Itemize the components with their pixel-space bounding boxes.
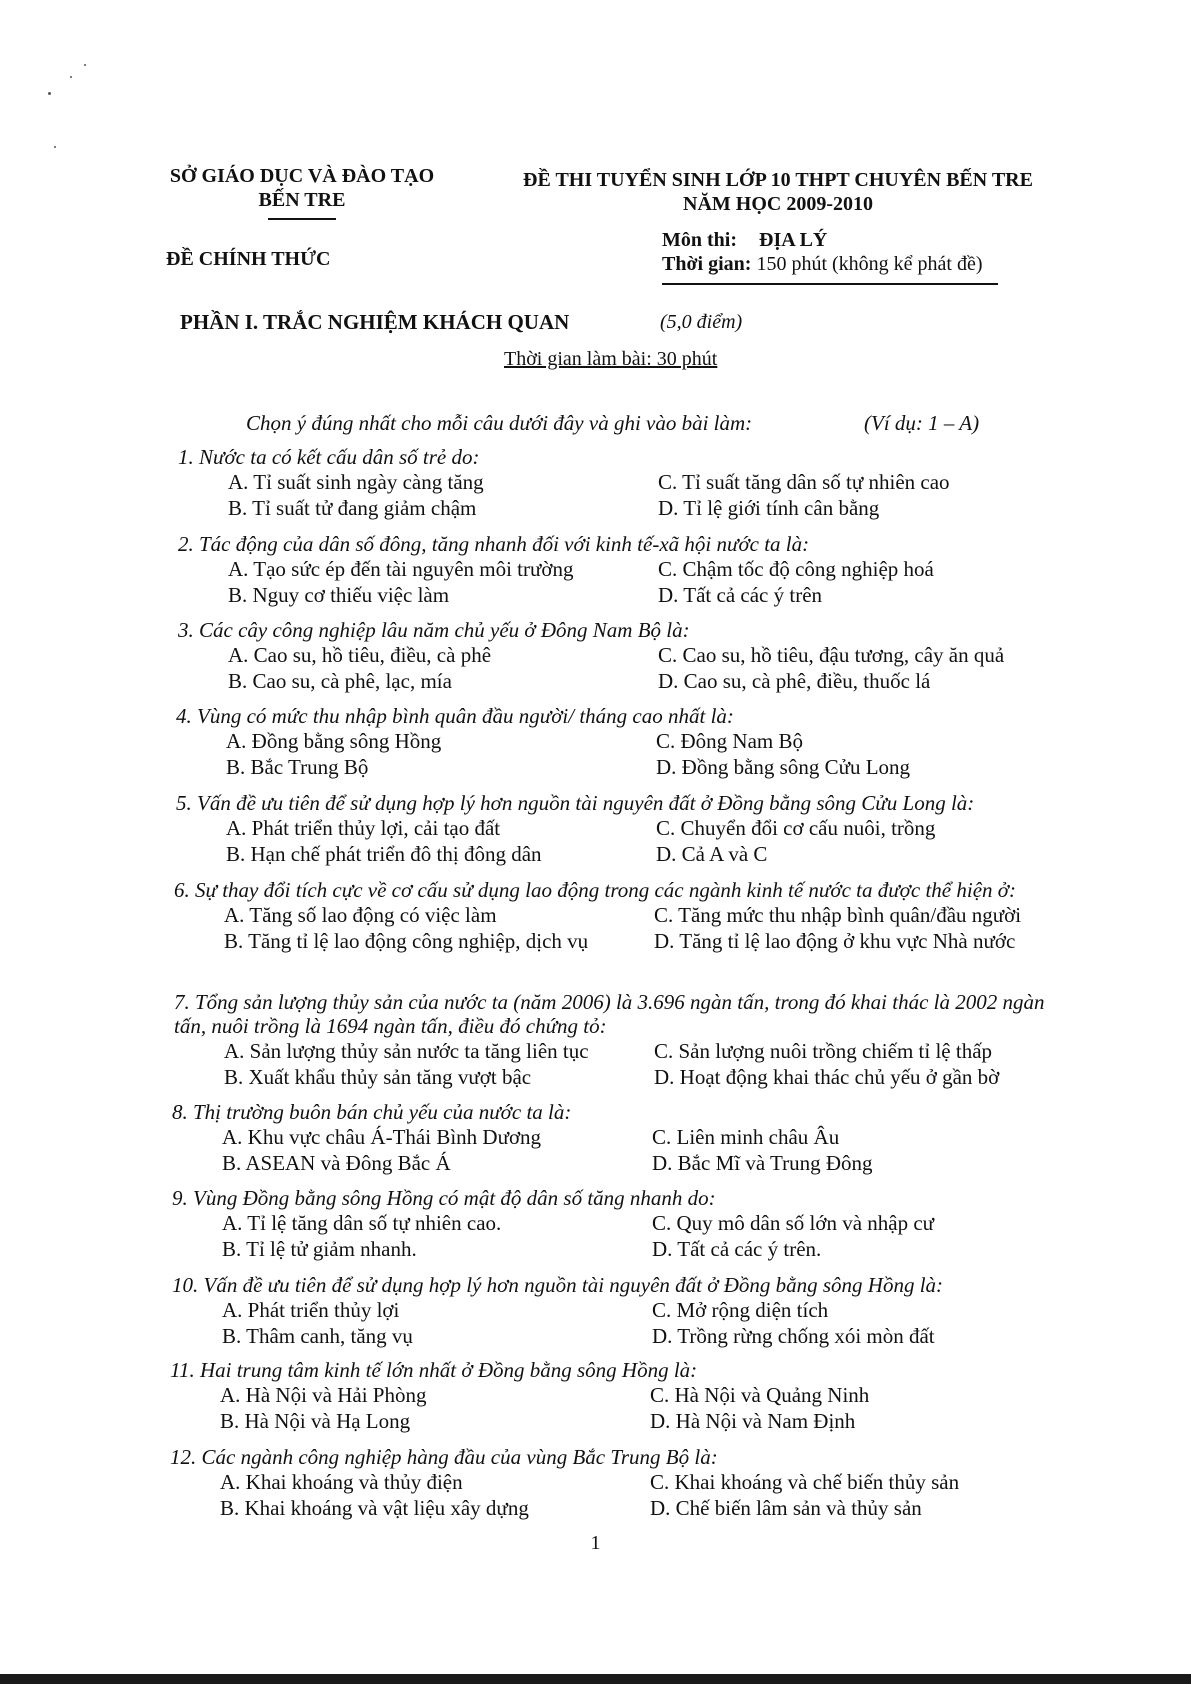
question-1	[178, 445, 1078, 521]
answer-example: (Ví dụ: 1 – A)	[864, 411, 980, 435]
option-c: C. Chuyển đổi cơ cấu nuôi, trồng	[656, 816, 936, 840]
time-value: 150 phút (không kể phát đề)	[756, 253, 983, 275]
org-line-2: BẾN TRE	[258, 189, 346, 211]
question-stem: 9. Vùng Đồng bằng sông Hồng có mật độ dân số tăng nhanh do:	[172, 1186, 716, 1210]
question-11	[170, 1358, 1070, 1434]
option-d: D. Cao su, cà phê, điều, thuốc lá	[658, 669, 931, 693]
time-label: Thời gian:	[662, 253, 752, 275]
option-a: A. Khai khoáng và thủy điện	[220, 1470, 463, 1494]
option-c: C. Khai khoáng và chế biến thủy sản	[650, 1470, 960, 1494]
option-b: B. Khai khoáng và vật liệu xây dựng	[220, 1496, 529, 1520]
option-b: B. Thâm canh, tăng vụ	[222, 1324, 413, 1348]
option-d: D. Hoạt động khai thác chủ yếu ở gần bờ	[654, 1065, 1000, 1089]
instructions: Chọn ý đúng nhất cho mỗi câu dưới đây và ghi vào bài làm:	[246, 411, 753, 435]
option-a: A. Hà Nội và Hải Phòng	[220, 1383, 427, 1407]
option-b: B. Tăng tỉ lệ lao động công nghiệp, dịch vụ	[224, 929, 589, 953]
issuing-department	[152, 164, 452, 220]
option-d: D. Chế biến lâm sản và thủy sản	[650, 1496, 922, 1520]
exam-title	[508, 168, 1048, 216]
option-b: B. Bắc Trung Bộ	[226, 755, 369, 779]
exam-divider	[662, 283, 998, 285]
option-d: D. Tất cả các ý trên	[658, 583, 823, 607]
question-stem: 12. Các ngành công nghiệp hàng đầu của vùng Bắc Trung Bộ là:	[170, 1445, 718, 1469]
scan-edge-band	[0, 1674, 1191, 1684]
option-a: A. Tăng số lao động có việc làm	[224, 903, 497, 927]
option-a: A. Phát triển thủy lợi, cải tạo đất	[226, 816, 501, 840]
option-b: B. Nguy cơ thiếu việc làm	[228, 583, 450, 607]
exam-title-line-2: NĂM HỌC 2009-2010	[683, 193, 873, 215]
option-c: C. Tăng mức thu nhập bình quân/đầu người	[654, 903, 1022, 927]
option-d: D. Trồng rừng chống xói mòn đất	[652, 1324, 935, 1348]
question-stem: 4. Vùng có mức thu nhập bình quân đầu người/ tháng cao nhất là:	[176, 704, 734, 728]
question-stem: 2. Tác động của dân số đông, tăng nhanh đối với kinh tế-xã hội nước ta là:	[178, 532, 810, 556]
question-3	[178, 618, 1078, 694]
question-10	[172, 1273, 1072, 1349]
option-c: C. Chậm tốc độ công nghiệp hoá	[658, 557, 934, 581]
option-b: B. Tỉ lệ tử giảm nhanh.	[222, 1237, 417, 1261]
option-b: B. Hạn chế phát triển đô thị đông dân	[226, 842, 542, 866]
option-d: D. Bắc Mĩ và Trung Đông	[652, 1151, 873, 1175]
question-stem: 11. Hai trung tâm kinh tế lớn nhất ở Đồng bằng sông Hồng là:	[170, 1358, 698, 1382]
option-a: A. Khu vực châu Á-Thái Bình Dương	[222, 1125, 542, 1149]
question-stem: 7. Tổng sản lượng thủy sản của nước ta (năm 2006) là 3.696 ngàn tấn, trong đó khai thác là 2002 ngàn tấn, nuôi trồng là 1694 ngàn tấn, điều đó chứng tỏ:	[174, 990, 1045, 1038]
option-a: A. Tạo sức ép đến tài nguyên môi trường	[228, 557, 574, 581]
question-stem: 1. Nước ta có kết cấu dân số trẻ do:	[178, 445, 480, 469]
question-9	[172, 1186, 1072, 1262]
option-a: A. Cao su, hồ tiêu, điều, cà phê	[228, 643, 492, 667]
option-d: D. Đồng bằng sông Cửu Long	[656, 755, 911, 779]
question-stem: 3. Các cây công nghiệp lâu năm chủ yếu ở Đông Nam Bộ là:	[178, 618, 690, 642]
question-7	[174, 990, 1070, 1090]
question-8	[172, 1100, 1072, 1176]
question-4	[176, 704, 1076, 780]
option-d: D. Hà Nội và Nam Định	[650, 1409, 856, 1433]
option-c: C. Mở rộng diện tích	[652, 1298, 829, 1322]
option-a: A. Tỉ lệ tăng dân số tự nhiên cao.	[222, 1211, 502, 1235]
exam-title-line-1: ĐỀ THI TUYỂN SINH LỚP 10 THPT CHUYÊN BẾN TRE	[523, 169, 1033, 191]
subject-label: Môn thi:	[662, 229, 737, 251]
option-d: D. Tất cả các ý trên.	[652, 1237, 822, 1261]
option-a: A. Phát triển thủy lợi	[222, 1298, 400, 1322]
subject-value: ĐỊA LÝ	[759, 229, 828, 251]
option-a: A. Đồng bằng sông Hồng	[226, 729, 442, 753]
question-2	[178, 532, 1078, 608]
option-b: B. Xuất khẩu thủy sản tăng vượt bậc	[224, 1065, 532, 1089]
org-line-1: SỞ GIÁO DỤC VÀ ĐÀO TẠO	[169, 165, 435, 187]
org-divider	[268, 218, 336, 220]
option-a: A. Sản lượng thủy sản nước ta tăng liên tục	[224, 1039, 589, 1063]
option-b: B. ASEAN và Đông Bắc Á	[222, 1151, 451, 1175]
option-d: D. Tăng tỉ lệ lao động ở khu vực Nhà nước	[654, 929, 1016, 953]
question-stem: 10. Vấn đề ưu tiên để sử dụng hợp lý hơn nguồn tài nguyên đất ở Đồng bằng sông Hồng là:	[172, 1273, 944, 1297]
option-c: C. Sản lượng nuôi trồng chiếm tỉ lệ thấp	[654, 1039, 993, 1063]
option-d: D. Cả A và C	[656, 842, 768, 866]
subject-info	[662, 228, 983, 276]
option-b: B. Tỉ suất tử đang giảm chậm	[228, 496, 477, 520]
question-12	[170, 1445, 1070, 1521]
option-d: D. Tỉ lệ giới tính cân bằng	[658, 496, 880, 520]
option-c: C. Liên minh châu Âu	[652, 1125, 840, 1149]
official-label: ĐỀ CHÍNH THỨC	[166, 248, 331, 270]
question-6	[174, 878, 1070, 954]
option-c: C. Hà Nội và Quảng Ninh	[650, 1383, 870, 1407]
option-c: C. Quy mô dân số lớn và nhập cư	[652, 1211, 935, 1235]
question-stem: 8. Thị trường buôn bán chủ yếu của nước ta là:	[172, 1100, 572, 1124]
question-5	[176, 791, 1076, 867]
work-time: Thời gian làm bài: 30 phút	[504, 348, 718, 370]
question-stem: 6. Sự thay đổi tích cực về cơ cấu sử dụng lao động trong các ngành kinh tế nước ta được thể hiện ở:	[174, 878, 1016, 902]
option-a: A. Tỉ suất sinh ngày càng tăng	[228, 470, 484, 494]
question-stem: 5. Vấn đề ưu tiên để sử dụng hợp lý hơn nguồn tài nguyên đất ở Đồng bằng sông Cửu Long là:	[176, 791, 975, 815]
option-c: C. Cao su, hồ tiêu, đậu tương, cây ăn quả	[658, 643, 1005, 667]
page-number: 1	[590, 1532, 601, 1554]
scan-specks	[0, 0, 140, 180]
part-title: PHẦN I. TRẮC NGHIỆM KHÁCH QUAN	[180, 310, 570, 334]
part-points: (5,0 điểm)	[660, 311, 743, 333]
option-b: B. Hà Nội và Hạ Long	[220, 1409, 411, 1433]
option-b: B. Cao su, cà phê, lạc, mía	[228, 669, 452, 693]
option-c: C. Tỉ suất tăng dân số tự nhiên cao	[658, 470, 950, 494]
option-c: C. Đông Nam Bộ	[656, 729, 803, 753]
